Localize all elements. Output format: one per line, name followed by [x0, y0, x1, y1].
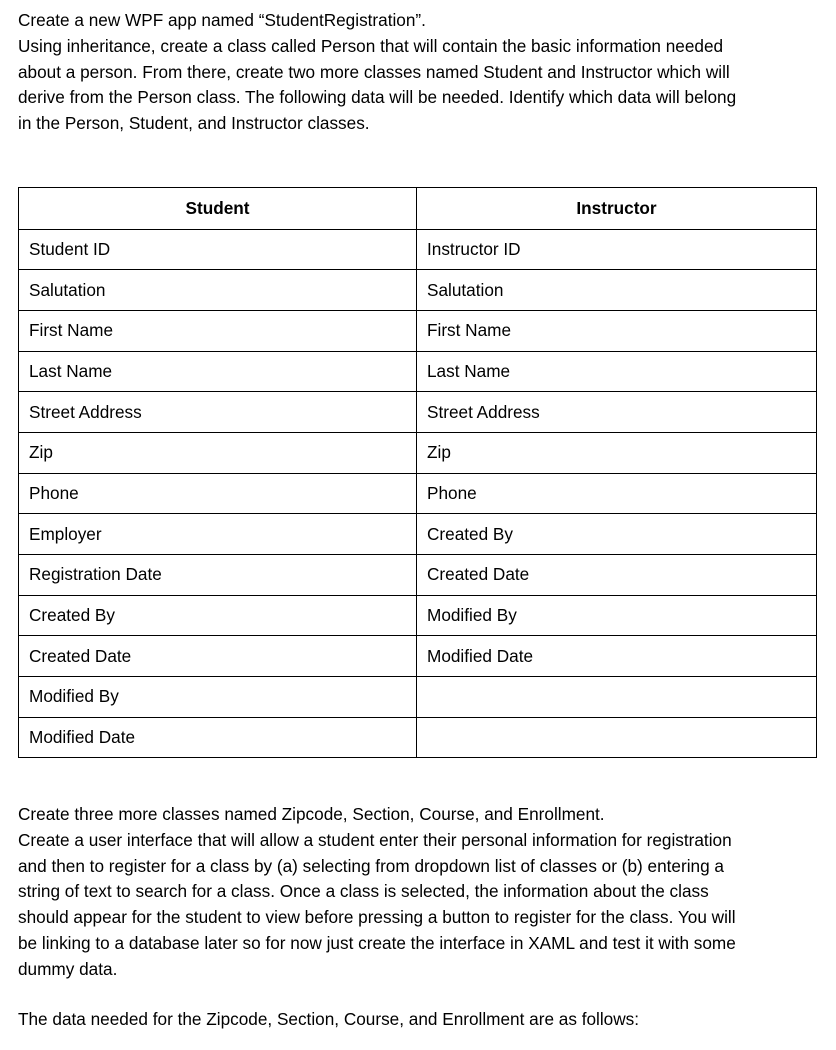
intro-paragraph: [18, 8, 818, 137]
student-instructor-table: [18, 187, 817, 758]
table-header-row: [19, 188, 817, 230]
instructor-field-cell: Salutation: [417, 270, 817, 311]
instructions-line: dummy data.: [18, 958, 118, 979]
student-field-cell: Zip: [19, 432, 417, 473]
student-field-cell: Created By: [19, 595, 417, 636]
instructor-field-cell: Modified Date: [417, 636, 817, 677]
instructor-field-cell: Created By: [417, 514, 817, 555]
table-row: [19, 351, 817, 392]
intro-line: in the Person, Student, and Instructor classes.: [18, 113, 370, 134]
instructions-line: Create three more classes named Zipcode, Section, Course, and Enrollment.: [18, 804, 605, 824]
instructor-field-cell: Street Address: [417, 392, 817, 433]
instructor-field-cell: Zip: [417, 432, 817, 473]
student-field-cell: Registration Date: [19, 555, 417, 596]
student-column-header: Student: [19, 188, 417, 230]
table-row: [19, 270, 817, 311]
data-needed-text: The data needed for the Zipcode, Section, Course, and Enrollment are as follows:: [18, 1009, 640, 1029]
instructions-line: and then to register for a class by (a) selecting from dropdown list of classes or (b) entering a: [18, 855, 724, 876]
table-row: [19, 432, 817, 473]
instructor-field-cell: Instructor ID: [417, 229, 817, 270]
interface-instructions-paragraph: [18, 802, 818, 983]
instructor-field-cell: First Name: [417, 310, 817, 351]
intro-line: Create a new WPF app named “StudentRegistration”.: [18, 10, 426, 30]
table-row: [19, 595, 817, 636]
instructions-line: be linking to a database later so for now just create the interface in XAML and test it with some: [18, 932, 736, 953]
instructor-field-cell: Last Name: [417, 351, 817, 392]
data-needed-paragraph: [18, 1007, 818, 1033]
table-row: [19, 392, 817, 433]
student-field-cell: Phone: [19, 473, 417, 514]
table-row: [19, 514, 817, 555]
student-field-cell: Modified Date: [19, 717, 417, 758]
student-field-cell: First Name: [19, 310, 417, 351]
student-field-cell: Last Name: [19, 351, 417, 392]
intro-line: about a person. From there, create two more classes named Student and Instructor which will: [18, 61, 730, 82]
table-row: [19, 636, 817, 677]
instructor-field-cell: Created Date: [417, 555, 817, 596]
student-field-cell: Modified By: [19, 677, 417, 718]
intro-line: derive from the Person class. The following data will be needed. Identify which data will belong: [18, 87, 737, 108]
instructor-column-header: Instructor: [417, 188, 817, 230]
student-field-cell: Salutation: [19, 270, 417, 311]
table-row: [19, 677, 817, 718]
intro-line: Using inheritance, create a class called Person that will contain the basic information needed: [18, 35, 724, 56]
instructor-field-cell: Phone: [417, 473, 817, 514]
table-row: [19, 310, 817, 351]
table-row: [19, 717, 817, 758]
instructor-empty-cell: [417, 717, 817, 758]
table-row: [19, 473, 817, 514]
instructions-line: string of text to search for a class. Once a class is selected, the information about the class: [18, 881, 709, 902]
instructor-field-cell: Modified By: [417, 595, 817, 636]
student-field-cell: Street Address: [19, 392, 417, 433]
student-field-cell: Created Date: [19, 636, 417, 677]
student-field-cell: Employer: [19, 514, 417, 555]
instructions-line: Create a user interface that will allow a student enter their personal information for registration: [18, 829, 732, 850]
table-row: [19, 555, 817, 596]
student-field-cell: Student ID: [19, 229, 417, 270]
instructions-line: should appear for the student to view before pressing a button to register for the class. You will: [18, 907, 736, 928]
instructor-empty-cell: [417, 677, 817, 718]
table-row: [19, 229, 817, 270]
